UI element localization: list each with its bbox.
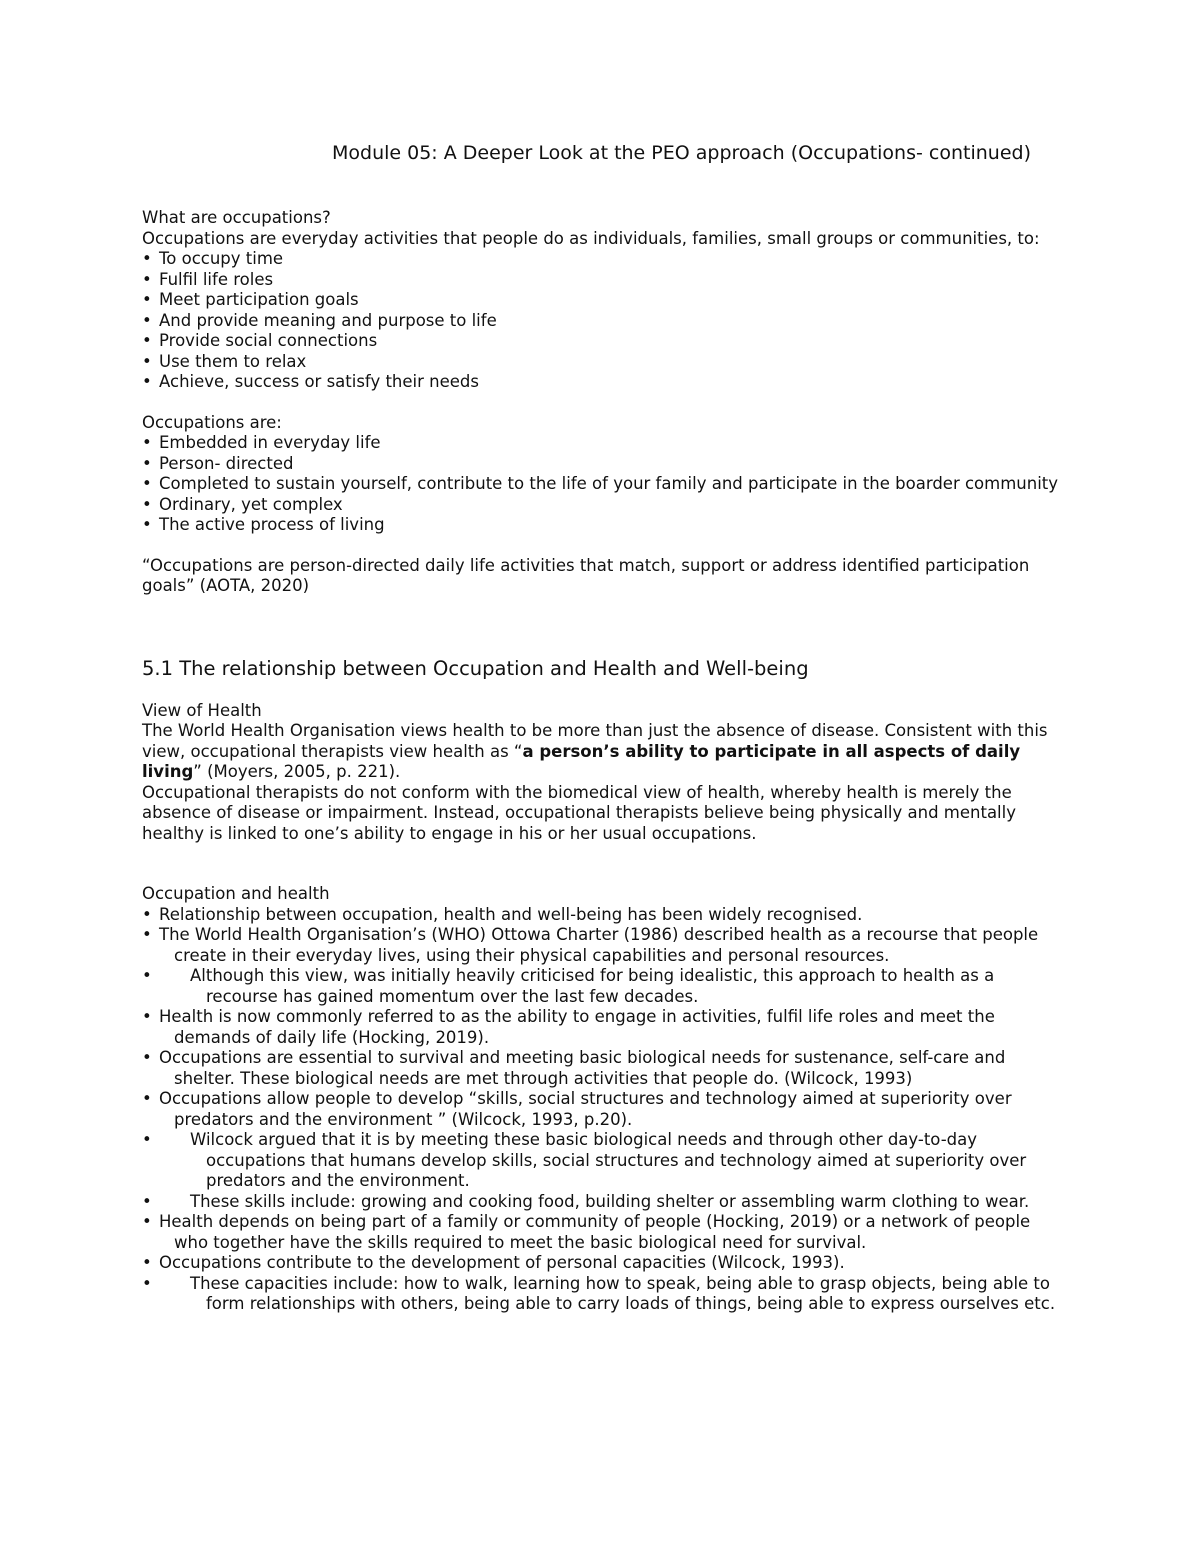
occupation-and-health-list <box>142 905 1062 1315</box>
list-item: • Embedded in everyday life <box>142 433 1062 454</box>
list-item: • Health depends on being part of a family or community of people (Hocking, 2019) or a network of people who together have the skills required to meet the basic biological need for survival. <box>142 1212 1062 1253</box>
list-item: • Meet participation goals <box>142 290 1062 311</box>
citation-text: ” (Moyers, 2005, p. 221). <box>193 762 401 781</box>
list-item: • Completed to sustain yourself, contribute to the life of your family and participate in the boarder community <box>142 474 1062 495</box>
paragraph-text: The World Health Organisation views health to be more than just the absence of disease. Consistent with this view, occupational therapists view health as “ <box>142 721 1048 761</box>
list-item: • And provide meaning and purpose to life <box>142 311 1062 332</box>
list-item: • Provide social connections <box>142 331 1062 352</box>
list-item: • The active process of living <box>142 515 1062 536</box>
occupations-are-heading: Occupations are: <box>142 412 282 432</box>
list-item: • Use them to relax <box>142 352 1062 373</box>
view-of-health-heading: View of Health <box>142 700 262 720</box>
list-item: • Occupations allow people to develop “skills, social structures and technology aimed at superiority over predators and the environment ” (Wilcock, 1993, p.20). <box>142 1089 1062 1130</box>
intro-definition: Occupations are everyday activities that people do as individuals, families, small groups or communities, to: <box>142 228 1040 248</box>
list-item: • Health is now commonly referred to as the ability to engage in activities, fulfil life roles and meet the demands of daily life (Hocking, 2019). <box>142 1007 1062 1048</box>
list-item: • Relationship between occupation, health and well-being has been widely recognised. <box>142 905 1062 926</box>
list-item: • Ordinary, yet complex <box>142 495 1062 516</box>
document-body <box>142 208 1062 1315</box>
list-item: • Achieve, success or satisfy their needs <box>142 372 1062 393</box>
list-item: • The World Health Organisation’s (WHO) Ottowa Charter (1986) described health as a recourse that people create in their everyday lives, using their physical capabilities and personal resources. <box>142 925 1062 966</box>
intro-question: What are occupations? <box>142 208 331 227</box>
list-item: • Fulfil life roles <box>142 270 1062 291</box>
list-item: • Occupations are essential to survival and meeting basic biological needs for sustenance, self-care and shelter. These biological needs are met through activities that people do. (Wilcock, 1993) <box>142 1048 1062 1089</box>
aota-quote: “Occupations are person-directed daily life activities that match, support or address identified participation goals” (AOTA, 2020) <box>142 555 1030 595</box>
list-item: • Person- directed <box>142 454 1062 475</box>
document-title: Module 05: A Deeper Look at the PEO approach (Occupations- continued) <box>332 142 1031 164</box>
list-item: • Occupations contribute to the development of personal capacities (Wilcock, 1993). <box>142 1253 1062 1274</box>
section-heading: 5.1 The relationship between Occupation and Health and Well-being <box>142 656 809 680</box>
list-item: • These capacities include: how to walk, learning how to speak, being able to grasp objects, being able to form relationships with others, being able to carry loads of things, being able to express ourselves etc. <box>142 1274 1062 1315</box>
occupations-are-list <box>142 433 1062 536</box>
list-item: • To occupy time <box>142 249 1062 270</box>
purpose-list <box>142 249 1062 393</box>
list-item: • These skills include: growing and cooking food, building shelter or assembling warm clothing to wear. <box>142 1192 1062 1213</box>
occupation-and-health-heading: Occupation and health <box>142 884 330 903</box>
view-of-health-paragraph <box>142 721 1062 783</box>
emphasis-text: a person’s ability to participate in all aspects of daily living <box>142 741 1021 781</box>
list-item: • Although this view, was initially heavily criticised for being idealistic, this approach to health as a recourse has gained momentum over the last few decades. <box>142 966 1062 1007</box>
biomedical-view-paragraph: Occupational therapists do not conform with the biomedical view of health, whereby health is merely the absence of disease or impairment. Instead, occupational therapists believe being physically and mentally healthy is linked to one’s ability to engage in his or her usual occupations. <box>142 782 1016 843</box>
list-item: • Wilcock argued that it is by meeting these basic biological needs and through other day-to-day occupations that humans develop skills, social structures and technology aimed at superiority over predators and the environment. <box>142 1130 1062 1192</box>
